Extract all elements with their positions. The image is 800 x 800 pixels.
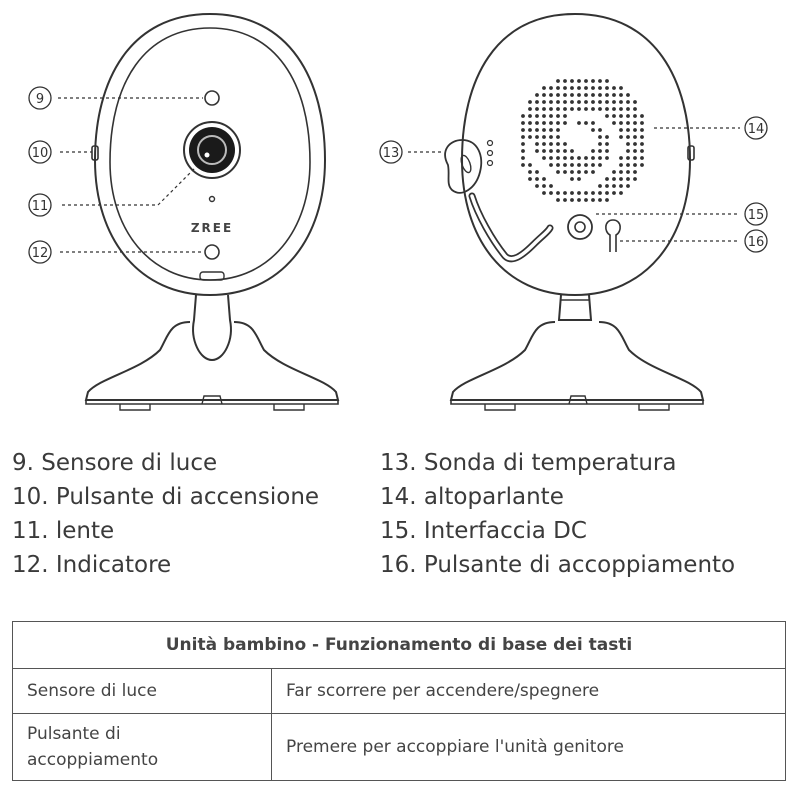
temperature-probe-icon [445,140,550,259]
callout-13: 13 [382,146,400,161]
table-cell-key: Pulsante di accoppiamento [13,714,272,781]
brand-logo: ZREE [190,221,234,235]
legend-item-pairing-button: 16. Pulsante di accoppiamento [380,552,736,578]
legend-item-speaker: 14. altoparlante [380,484,564,510]
callout-11: 11 [31,199,49,214]
light-sensor-icon [205,91,219,105]
legend-item-power-button: 10. Pulsante di accensione [12,484,320,510]
callout-10: 10 [31,146,49,161]
callout-9: 9 [35,92,45,107]
callout-16: 16 [747,235,765,250]
legend-back [380,446,735,582]
callout-14: 14 [747,122,765,137]
table-cell-key: Sensore di luce [13,669,272,714]
legend-item-indicator: 12. Indicatore [12,552,172,578]
table-cell-value: Premere per accoppiare l'unità genitore [272,714,786,781]
speaker-grille-icon [521,79,644,202]
pairing-button-icon [606,220,620,252]
legend-item-lens: 11. lente [12,518,115,544]
back-view [445,14,703,410]
dc-interface-icon [568,215,592,239]
leader-lines [58,98,740,252]
callout-12: 12 [31,246,49,261]
button-operations-table [12,621,786,781]
legend-item-temperature-probe: 13. Sonda di temperatura [380,450,677,476]
legend-front [12,446,319,582]
legend-item-dc-interface: 15. Interfaccia DC [380,518,587,544]
indicator-icon [205,245,219,259]
front-view [86,14,338,410]
table-row [13,714,786,781]
table-cell-value: Far scorrere per accendere/spegnere [272,669,786,714]
table-row [13,669,786,714]
legend-item-light-sensor: 9. Sensore di luce [12,450,218,476]
callout-15: 15 [747,208,765,223]
table-header: Unità bambino - Funzionamento di base dei tasti [13,622,786,669]
